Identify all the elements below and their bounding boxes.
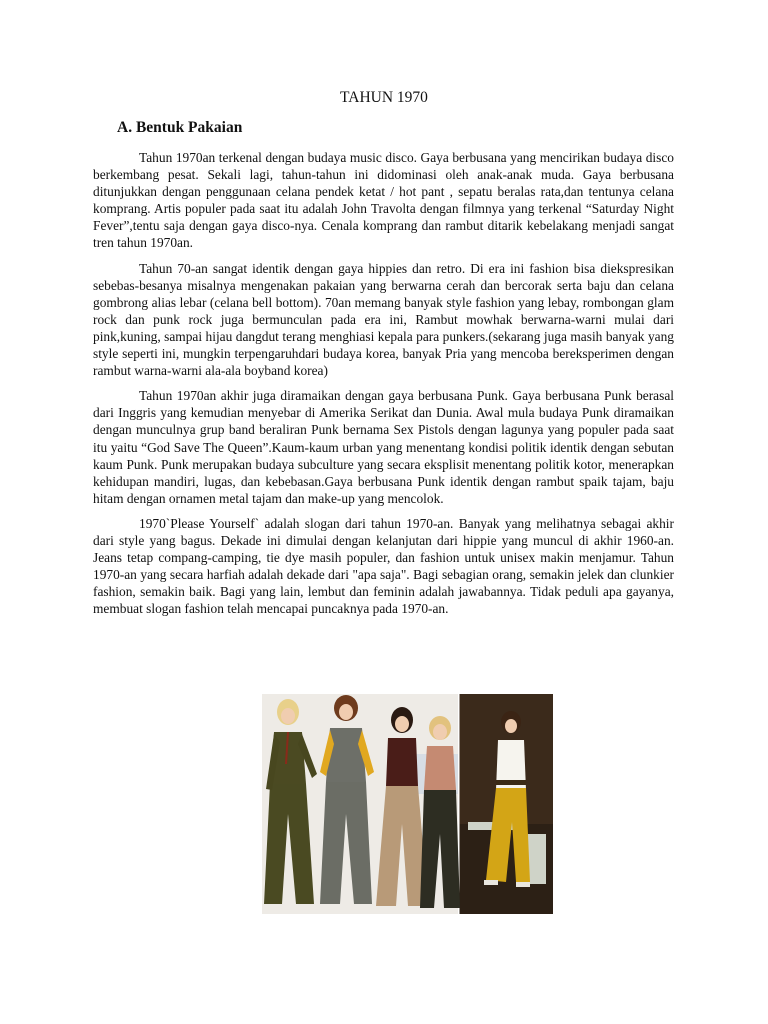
paragraph-4: 1970`Please Yourself` adalah slogan dari tahun 1970-an. Banyak yang melihatnya sebagai akhir dari style yang bagus. Dekade ini dimulai dengan kelanjutan dari hippie yang muncul di akhir 1960-an. Jeans tetap compang-camping, tie dye masih populer, dan fashion untuk unisex makin menjamur. Tahun 1970-an yang secara harfiah adalah dekade dari "apa saja". Bagi sebagian orang, semakin jelek dan clunkier fashion, semakin baik. Bagi yang lain, lembut dan feminin adalah jawabannya. Tidak peduli apa gayanya, membuat slogan fashion telah mencapai puncaknya pada 1970-an.	[93, 515, 674, 617]
document-body	[93, 149, 674, 625]
paragraph-2: Tahun 70-an sangat identik dengan gaya hippies dan retro. Di era ini fashion bisa diekspresikan sebebas-besanya misalnya mengenakan pakaian yang berwarna cerah dan bercorak serta baju dan celana gombrong alias lebar (celana bell bottom). 70an memang banyak style fashion yang lebay, rombongan glam rock dan punk rock juga bermunculan pada era ini, Rambut mowhak berwarna-warni mulai dari pink,kuning, sampai hijau dangdut terang menghiasi kepala para punkers.(sekarang juga masih banyak yang style seperti ini, mungkin terpengaruhdari budaya korea, banyak Pria yang mencoba bereksperimen dengan rambut warna-warni ala-ala boyband korea)	[93, 260, 674, 379]
page-title: TAHUN 1970	[340, 89, 428, 106]
paragraph-3: Tahun 1970an akhir juga diramaikan dengan gaya berbusana Punk. Gaya berbusana Punk berasal dari Inggris yang kemudian menyebar di Amerika Serikat dan Dunia. Awal mula budaya Punk diramaikan dengan munculnya grup band beraliran Punk bernama Sex Pistols dengan lagunya yang populer pada saat itu yaitu “God Save The Queen”.Kaum-kaum urban yang menentang kondisi politik identik dengan sebutan kaum Punk. Punk merupakan budaya subculture yang secara eksplisit menentang politik kotor, menerapkan kehidupan mandiri, lugas, dan kebebasan.Gaya berbusana Punk identik dengan rambut spaik tajam, baju hitam dengan ornamen metal tajam dan make-up yang mencolok.	[93, 388, 674, 506]
paragraph-1: Tahun 1970an terkenal dengan budaya music disco. Gaya berbusana yang mencirikan budaya disco berkembang pesat. Sekali lagi, tahun-tahun ini didominasi oleh anak-anak muda. Gaya berbusana ditunjukkan dengan penggunaan celana pendek ketat / hot pant , sepatu beralas rata,dan tentunya celana komprang. Artis populer pada saat itu adalah John Travolta dengan filmnya yang terkenal “Saturday Night Fever”,tentu saja dengan gaya disco-nya. Cenala komprang dan rambut ditarik kebelakang menjadi sangat tren tahun 1970an.	[93, 150, 674, 251]
fashion-photo	[262, 694, 553, 914]
section-heading: A. Bentuk Pakaian	[117, 119, 243, 136]
